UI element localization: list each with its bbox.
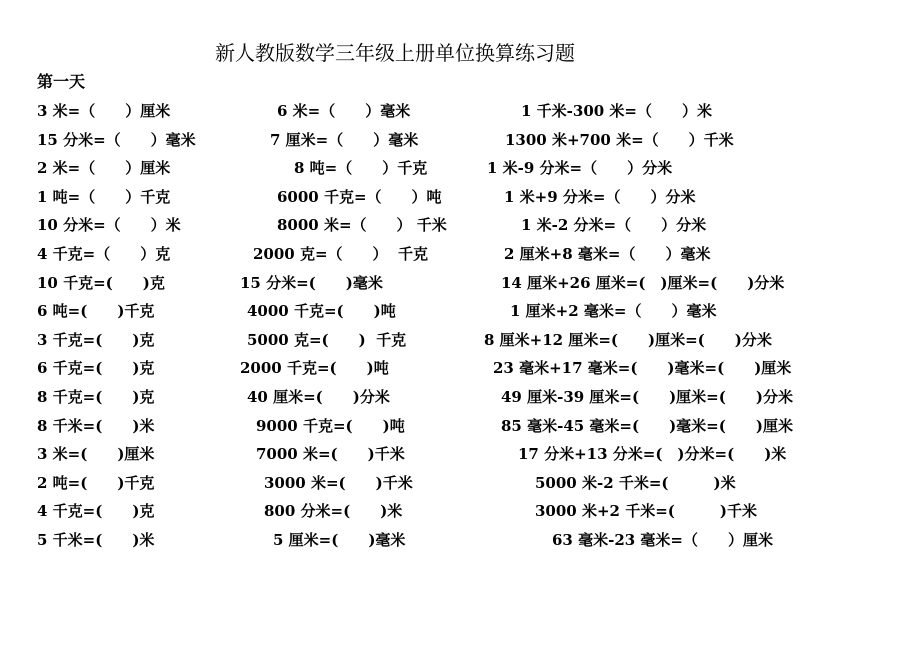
exercise-item: 3000 米+2 千米=( )千米 [535,502,757,521]
exercise-item: 40 厘米=( )分米 [247,387,390,406]
exercise-item: 8 厘米+12 厘米=( )厘米=( )分米 [484,330,772,349]
exercise-row [0,158,920,187]
exercise-item: 6 米=（ ）毫米 [277,102,411,120]
exercise-item: 5 千米=( )米 [37,530,155,549]
exercise-item: 4 千克=（ ）克 [37,244,171,263]
exercise-item: 1 米+9 分米=（ ）分米 [504,187,696,206]
exercise-item: 15 分米=（ ）毫米 [37,130,196,149]
exercise-item: 2000 千克=( )吨 [240,359,389,378]
exercise-row [0,187,920,216]
exercise-row [0,330,920,359]
exercise-item: 3000 米=( )千米 [264,473,413,492]
exercise-item: 9000 千克=( )吨 [256,416,405,435]
exercise-row [0,444,920,473]
exercise-list [0,101,920,559]
exercise-item: 1 吨=（ ）千克 [37,187,171,206]
exercise-item: 3 米=（ ）厘米 [37,102,171,120]
exercise-item: 1300 米+700 米=（ ）千米 [505,130,734,149]
exercise-row [0,130,920,159]
exercise-item: 1 米-9 分米=（ ）分米 [487,159,673,178]
exercise-row [0,273,920,302]
exercise-item: 49 厘米-39 厘米=( )厘米=( )分米 [501,387,793,406]
exercise-row [0,501,920,530]
exercise-row [0,473,920,502]
exercise-item: 7000 米=( )千米 [256,445,405,464]
exercise-item: 800 分米=( )米 [264,502,403,521]
exercise-item: 14 厘米+26 厘米=( )厘米=( )分米 [501,273,785,292]
exercise-item: 1 米-2 分米=（ ）分米 [521,216,707,235]
exercise-item: 5000 克=( ) 千克 [247,330,407,349]
exercise-item: 8 吨=（ ）千克 [294,159,428,178]
exercise-item: 10 分米=（ ）米 [37,216,181,235]
exercise-item: 4 千克=( )克 [37,502,155,521]
exercise-item: 5 厘米=( )毫米 [273,530,406,549]
exercise-item: 2 厘米+8 毫米=（ ）毫米 [504,244,711,263]
exercise-item: 8 千米=( )米 [37,416,155,435]
exercise-item: 85 毫米-45 毫米=( )毫米=( )厘米 [501,416,793,435]
exercise-item: 7 厘米=（ ）毫米 [270,130,419,149]
exercise-item: 10 千克=( )克 [37,273,165,292]
exercise-item: 63 毫米-23 毫米=（ ）厘米 [552,530,773,549]
exercise-row [0,301,920,330]
day-heading: 第一天 [37,72,86,91]
exercise-item: 17 分米+13 分米=( )分米=( )米 [518,445,787,464]
exercise-item: 5000 米-2 千米=( )米 [535,473,736,492]
exercise-item: 2 吨=( )千克 [37,473,155,492]
exercise-row [0,358,920,387]
exercise-item: 1 千米-300 米=（ ）米 [521,102,712,120]
exercise-item: 1 厘米+2 毫米=（ ）毫米 [510,302,717,321]
worksheet-title: 新人教版数学三年级上册单位换算练习题 [215,41,575,65]
exercise-item: 23 毫米+17 毫米=( )毫米=( )厘米 [493,359,792,378]
exercise-row [0,387,920,416]
exercise-item: 3 千克=( )克 [37,330,155,349]
exercise-item: 2 米=（ ）厘米 [37,159,171,178]
exercise-row [0,530,920,559]
exercise-item: 8 千克=( )克 [37,387,155,406]
exercise-row [0,101,920,130]
exercise-row [0,215,920,244]
exercise-item: 2000 克=（ ） 千克 [253,244,428,263]
exercise-item: 6000 千克=（ ）吨 [277,187,442,206]
exercise-item: 3 米=( )厘米 [37,445,155,464]
exercise-row [0,244,920,273]
exercise-item: 6 吨=( )千克 [37,302,155,321]
exercise-item: 4000 千克=( )吨 [247,302,396,321]
exercise-item: 6 千克=( )克 [37,359,155,378]
exercise-item: 15 分米=( )毫米 [240,273,383,292]
exercise-row [0,416,920,445]
exercise-item: 8000 米=（ ） 千米 [277,216,447,235]
